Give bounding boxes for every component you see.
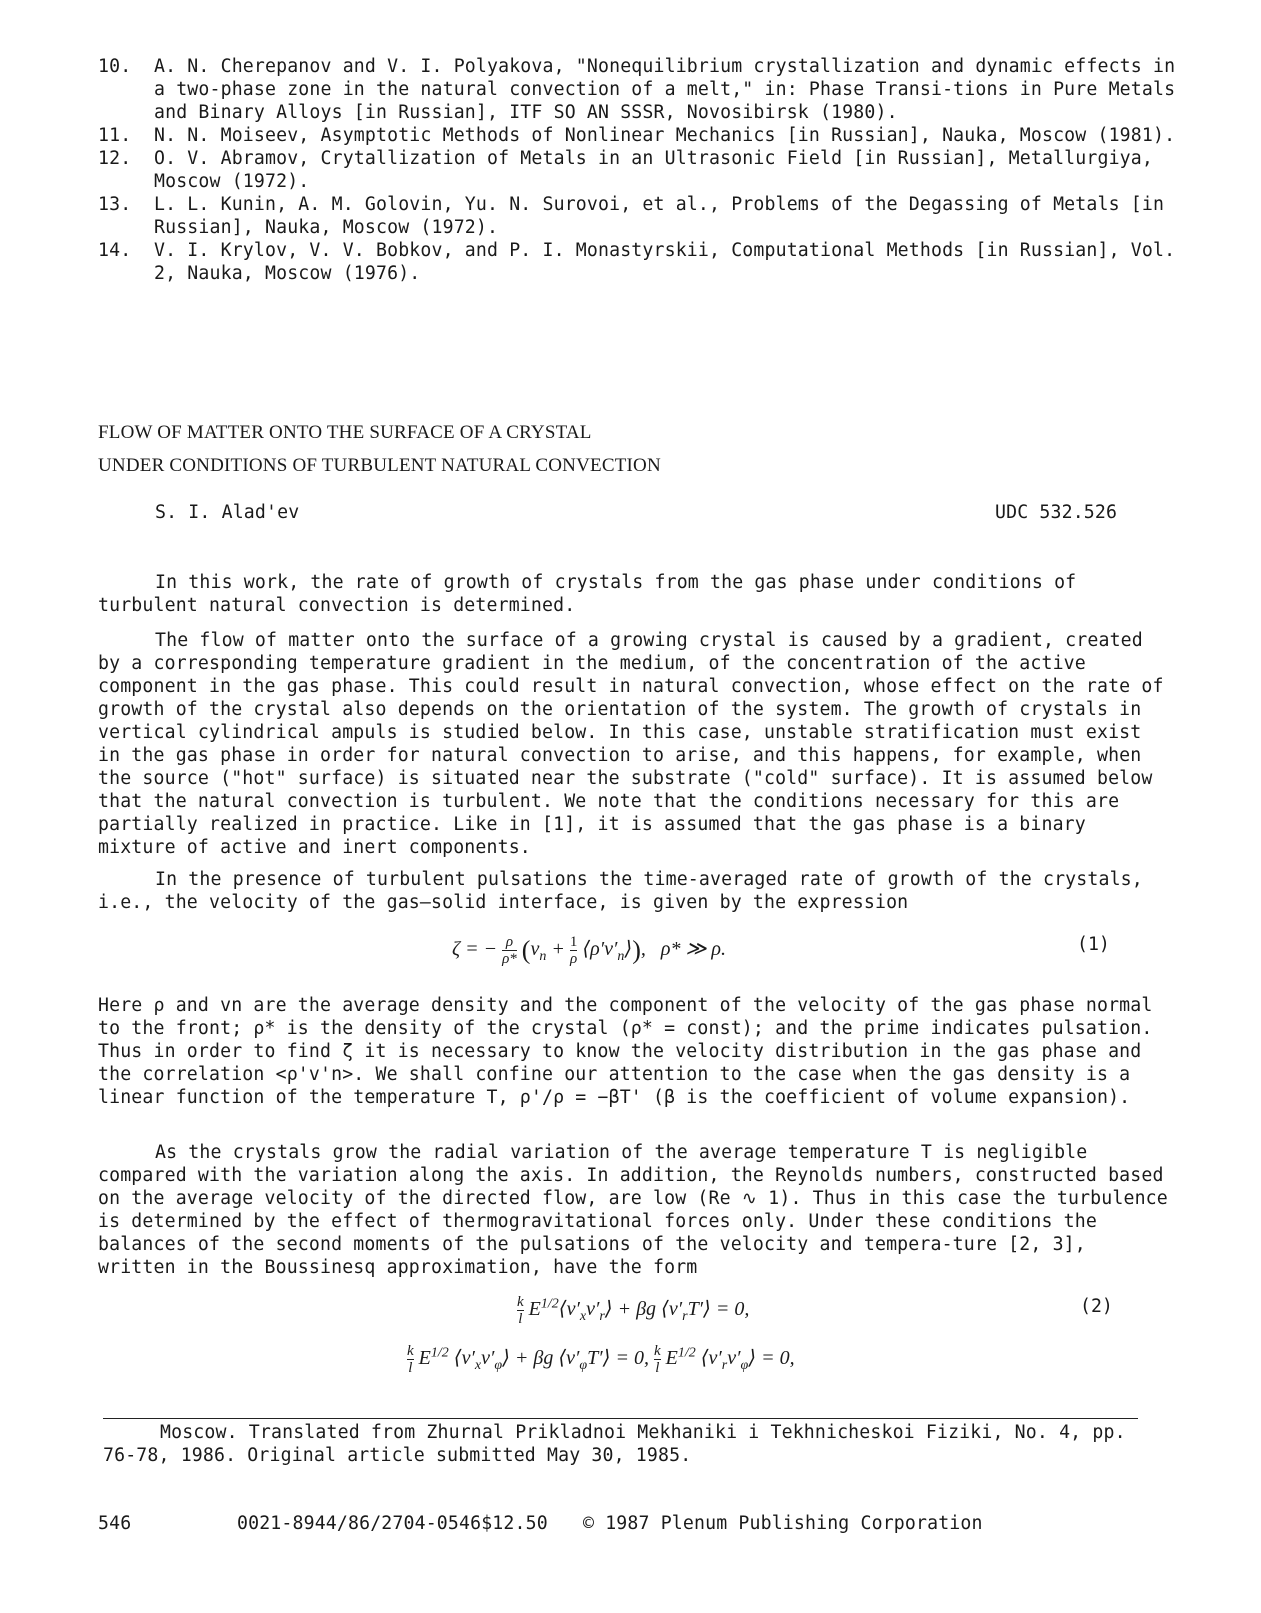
footnote-translation: Moscow. Translated from Zhurnal Prikladnoi Mekhaniki i Tekhnicheskoi Fiziki, No. 4, pp. 76-78, 1986. Original article submitted May 30, 1985. bbox=[103, 1422, 1126, 1466]
paragraph-growth-rate: In the presence of turbulent pulsations the time-averaged rate of growth of the crystals, i.e., the velocity of the gas–solid interface, is given by the expression bbox=[98, 869, 1143, 913]
reference-number: 13. bbox=[98, 194, 132, 215]
paragraph-intro: In this work, the rate of growth of crystals from the gas phase under conditions of turbulent natural convection is determined. bbox=[98, 572, 1077, 616]
reference-item bbox=[98, 147, 1188, 193]
reference-text: O. V. Abramov, Crytallization of Metals in an Ultrasonic Field [in Russian], Metallurgiya, Moscow (1972). bbox=[154, 148, 1153, 192]
reference-item bbox=[98, 124, 1188, 147]
reference-list bbox=[98, 55, 1188, 285]
reference-text: L. L. Kunin, A. M. Golovin, Yu. N. Surovoi, et al., Problems of the Degassing of Metals [in Russian], Nauka, Moscow (1972). bbox=[154, 194, 1165, 238]
article-code: 0021-8944/86/2704-0546$12.50 bbox=[237, 1513, 548, 1534]
reference-number: 10. bbox=[98, 56, 132, 77]
article-title-line-1: FLOW OF MATTER ONTO THE SURFACE OF A CRYSTAL bbox=[98, 422, 592, 443]
footnote-rule bbox=[103, 1418, 1138, 1419]
reference-text: N. N. Moiseev, Asymptotic Methods of Nonlinear Mechanics [in Russian], Nauka, Moscow (1981). bbox=[154, 125, 1176, 146]
paragraph-definitions: Here ρ and vn are the average density and the component of the velocity of the gas phase normal to the front; ρ* is the density of the crystal (ρ* = const); and the prime indicates pulsation. Thus in order to find ζ it is necessary to know the velocity distribution in the gas phase and the correlation <ρ'v'n>. We shall confine our attention to the case when the gas density is a linear function of the temperature T, ρ'/ρ = −βT' (β is the coefficient of volume expansion). bbox=[98, 995, 1153, 1108]
reference-number: 11. bbox=[98, 125, 132, 146]
equation-2-line-2: $\frac{k}{l}$ $E^{1/2}$ $⟨v'_xv'_\varphi⟩ + \beta g$ $⟨v'_\varphi T'⟩ = 0$, $\frac{k}{l}$ $E^{1/2}$ $⟨v'_rv'_\varphi⟩ = 0$, bbox=[407, 1343, 795, 1376]
reference-item bbox=[98, 193, 1188, 239]
copyright-notice: © 1987 Plenum Publishing Corporation bbox=[583, 1513, 983, 1534]
reference-text: V. I. Krylov, V. V. Bobkov, and P. I. Monastyrskii, Computational Methods [in Russian], Vol. 2, Nauka, Moscow (1976). bbox=[154, 240, 1176, 284]
paragraph-turbulence: As the crystals grow the radial variation of the average temperature T is negligible compared with the variation along the axis. In addition, the Reynolds numbers, constructed based on the average velocity of the directed flow, are low (Re ∿ 1). Thus in this case the turbulence is determined by the effect of thermogravitational forces only. Under these conditions the balances of the second moments of the pulsations of the velocity and tempera-ture [2, 3], written in the Boussinesq approximation, have the form bbox=[98, 1142, 1168, 1278]
page-number: 546 bbox=[98, 1513, 132, 1534]
reference-text: A. N. Cherepanov and V. I. Polyakova, "Nonequilibrium crystallization and dynamic effects in a two-phase zone in the natural convection of a melt," in: Phase Transi-tions in Pure Metals and Binary Alloys [in Russian], ITF SO AN SSSR, Novosibirsk (1980). bbox=[154, 56, 1176, 123]
equation-2-line-1: $\frac{k}{l}$ $E^{1/2}⟨v'_xv'_r⟩ + \beta g$ $⟨v'_rT'⟩ = 0$, bbox=[517, 1294, 750, 1327]
equation-1: ζ = − $\frac{\rho}{\rho*}$ ($v_n$ + $\frac{1}{\rho}$ $⟨\rho'v'_n⟩$), ρ* ≫ ρ. bbox=[452, 934, 727, 967]
reference-number: 12. bbox=[98, 148, 132, 169]
article-author: S. I. Alad'ev bbox=[155, 502, 300, 523]
reference-item bbox=[98, 55, 1188, 124]
udc-code: UDC 532.526 bbox=[995, 502, 1118, 523]
equation-1-number: (1) bbox=[1077, 934, 1110, 955]
article-title-line-2: UNDER CONDITIONS OF TURBULENT NATURAL CONVECTION bbox=[98, 455, 661, 476]
paragraph-flow-description: The flow of matter onto the surface of a growing crystal is caused by a gradient, created by a corresponding temperature gradient in the medium, of the concentration of the active component in the gas phase. This could result in natural convection, whose effect on the rate of growth of the crystal also depends on the orientation of the system. The growth of crystals in vertical cylindrical ampuls is studied below. In this case, unstable stratification must exist in the gas phase in order for natural convection to arise, and this happens, for example, when the source ("hot" surface) is situated near the substrate ("cold" surface). It is assumed below that the natural convection is turbulent. We note that the conditions necessary for this are partially realized in practice. Like in [1], it is assumed that the gas phase is a binary mixture of active and inert components. bbox=[98, 630, 1164, 858]
reference-item bbox=[98, 239, 1188, 285]
reference-number: 14. bbox=[98, 240, 132, 261]
equation-2-number: (2) bbox=[1080, 1296, 1113, 1317]
